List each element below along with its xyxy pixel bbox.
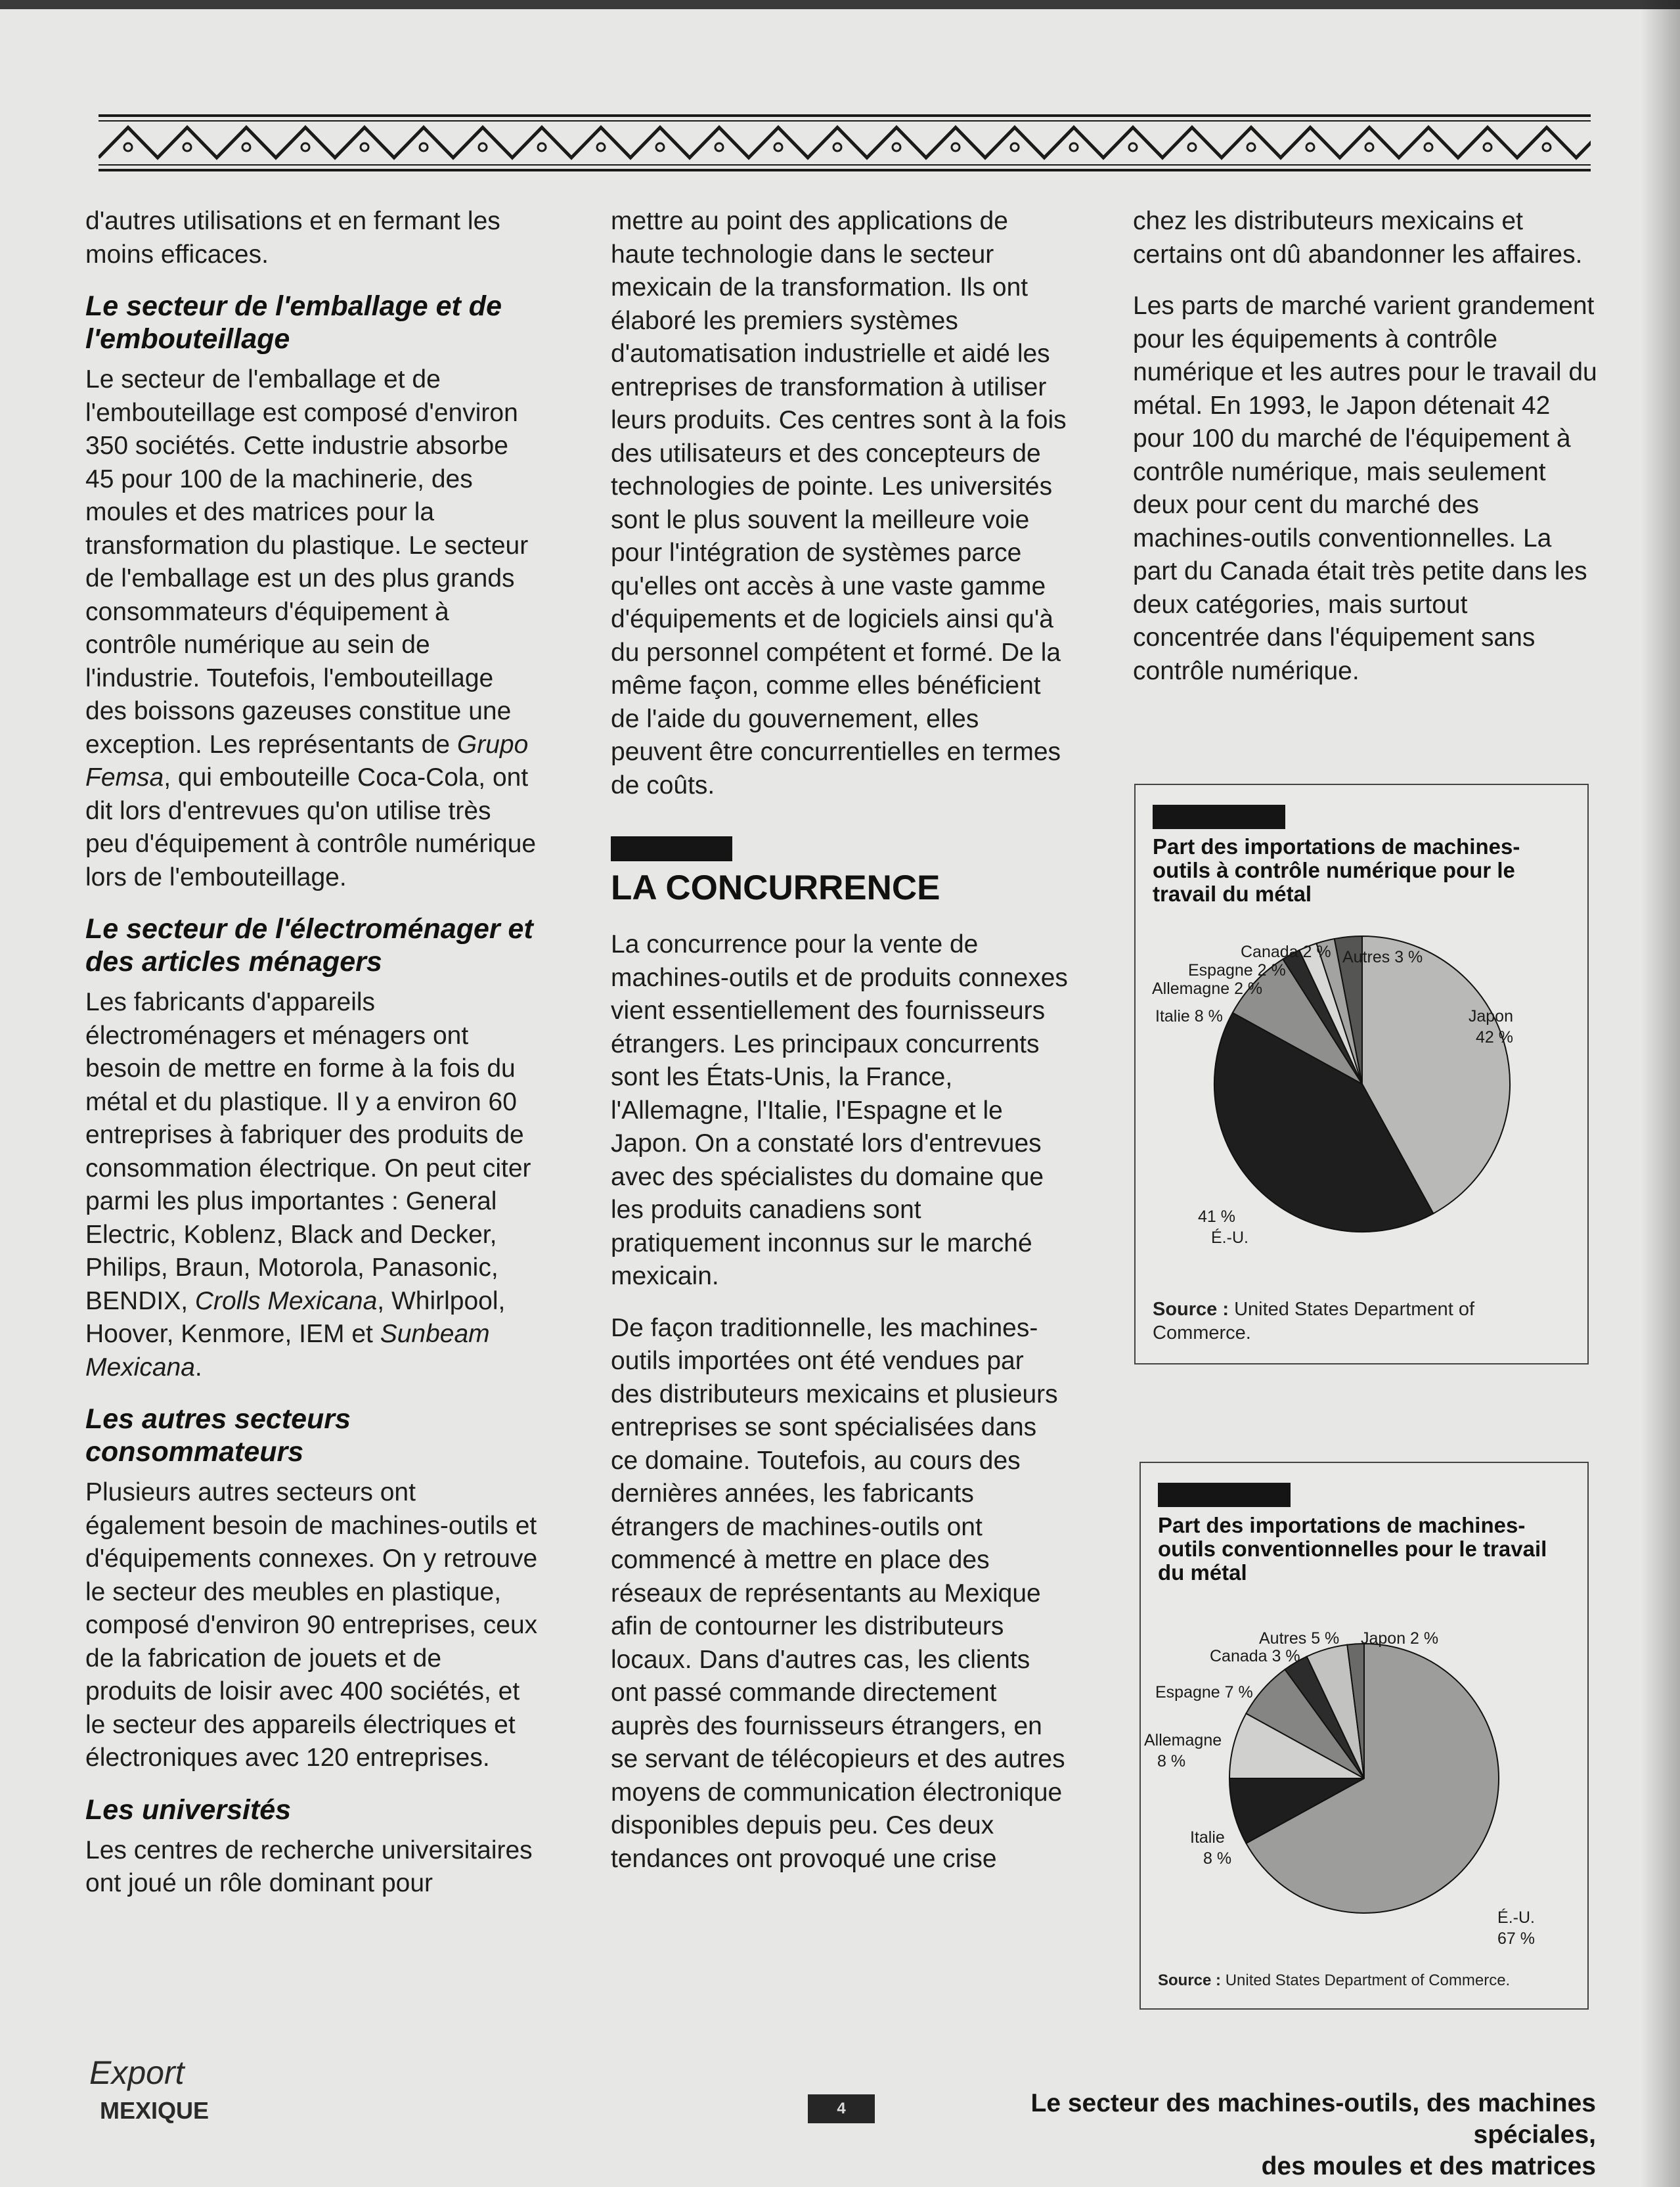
export-mexique-logo	[85, 2050, 230, 2129]
chart-title: Part des importations de machines-outils à contrôle numérique pour le travail du métal	[1153, 834, 1520, 906]
chart-cnc-imports	[1134, 784, 1589, 1364]
section-heading: Le secteur de l'emballage et de l'embouteillage	[85, 290, 502, 355]
pie-label: Italie 8 %	[1155, 1007, 1223, 1026]
zigzag-dot	[597, 143, 605, 151]
source-label: Source :	[1153, 1299, 1229, 1320]
scan-top-edge	[0, 0, 1680, 9]
pie-label: Italie 8 %	[1190, 1828, 1232, 1868]
zigzag-dot	[774, 143, 782, 151]
source-label: Source :	[1158, 1972, 1222, 1989]
paragraph: d'autres utilisations et en fermant les moins efficaces.	[85, 207, 500, 269]
zigzag-dot	[1306, 143, 1314, 151]
footer-title-line: Le secteur des machines-outils, des machines spéciales,	[1030, 2089, 1596, 2149]
pie-chart-conventional	[1141, 1463, 1587, 2008]
chart-conventional-imports	[1139, 1462, 1589, 2010]
paragraph: mettre au point des applications de haute technologie dans le secteur mexicain de la transformation. Ils ont élaboré les premiers systèmes d'automatisation industrielle et aidé les entreprises de transformation à utiliser leurs produits. Ces centres sont à la fois des utilisateurs et des concepteurs de technologies de pointe. Les universités sont le plus souvent la meilleure voie pour l'intégration de systèmes parce qu'elles ont accès à une vaste gamme d'équipements et de logiciels ainsi qu'à du personnel compétent et formé. De la même façon, comme elles bénéficient de l'aide du gouvernement, elles peuvent être concurrentielles en termes de coûts.	[611, 207, 1067, 800]
footer-title-line: des moules et des matrices	[1261, 2152, 1596, 2180]
company-name: Sunbeam Mexicana	[85, 1320, 490, 1382]
paragraph: chez les distributeurs mexicains et certains ont dû abandonner les affaires.	[1133, 207, 1583, 269]
section-heading: Les universités	[85, 1793, 292, 1826]
paragraph: La concurrence pour la vente de machines-outils et de produits connexes vient essentiellement des fournisseurs étrangers. Les principaux concurrents sont les États-Unis, la France, l'Allemagne, l'Italie, l'Espagne et le Japon. On a constaté lors d'entrevues avec des spécialistes du domaine que les produits canadiens sont pratiquement inconnus sur le marché mexicain.	[611, 930, 1068, 1290]
pie-label: É.-U. 67 %	[1497, 1908, 1535, 1948]
zigzag-dot	[1188, 143, 1196, 151]
zigzag-dot	[715, 143, 723, 151]
pie-label: Japon 42 %	[1468, 1007, 1513, 1047]
paragraph	[85, 363, 539, 894]
text-run: Les fabricants d'appareils électroménagers et ménagers ont besoin de mettre en forme à la fois du métal et du plastique. Il y a environ 60 entreprises à fabriquer des produits de consommation électrique. On peut citer parmi les plus importantes : General Electric, Koblenz, Black and Decker, Philips, Braun, Motorola, Panasonic, BENDIX,	[85, 988, 531, 1315]
zigzag-dot	[1247, 143, 1255, 151]
pie-label: Canada 2 %	[1241, 943, 1331, 961]
zigzag-pattern	[99, 127, 1591, 158]
zigzag-dot	[479, 143, 487, 151]
pie-chart-cnc	[1136, 785, 1587, 1363]
zigzag-dot	[124, 143, 132, 151]
scan-right-edge	[1641, 0, 1680, 2187]
paragraph: Plusieurs autres secteurs ont également besoin de machines-outils et d'équipements connexes. On y retrouve le secteur des meubles en plastique, composé d'environ 90 entreprises, ceux de la fabrication de jouets et de produits de loisir avec 400 sociétés, et le secteur des appareils électriques et électroniques avec 120 entreprises.	[85, 1478, 538, 1772]
section-heading: Les autres secteurs consommateurs	[85, 1403, 351, 1468]
text-run: Le secteur de l'emballage et de l'embouteillage est composé d'environ 350 sociétés. Cette industrie absorbe 45 pour 100 de la machinerie, des moules et des matrices pour la transformation du plastique. Le secteur de l'emballage est un des plus grands consommateurs d'équipement à contrôle numérique au sein de l'industrie. Toutefois, l'embouteillage des boissons gazeuses constitue une exception. Les représentants de	[85, 365, 529, 759]
chart-source	[1158, 1969, 1572, 1993]
zigzag-dot	[952, 143, 960, 151]
zigzag-dot	[893, 143, 900, 151]
paragraph: Les centres de recherche universitaires ont joué un rôle dominant pour	[85, 1836, 533, 1897]
zigzag-dot	[301, 143, 309, 151]
section-bar	[611, 836, 732, 861]
pie-label: Autres 5 %	[1259, 1629, 1340, 1648]
zigzag-dot	[1011, 143, 1019, 151]
pie-label: Espagne 7 %	[1155, 1683, 1253, 1702]
zigzag-dot	[1129, 143, 1137, 151]
section-title: LA CONCURRENCE	[611, 868, 940, 907]
pie-label: Canada 3 %	[1210, 1647, 1300, 1665]
source-text: United States Department of Commerce.	[1153, 1299, 1475, 1343]
zigzag-dot	[183, 143, 191, 151]
zigzag-line	[99, 127, 1591, 158]
zigzag-dot	[1070, 143, 1078, 151]
pie-label: Japon 2 %	[1361, 1629, 1439, 1648]
zigzag-dot	[833, 143, 841, 151]
zigzag-dot	[1484, 143, 1492, 151]
page-number: 4	[808, 2094, 875, 2123]
text-run: .	[194, 1353, 202, 1382]
pie-label: Allemagne 2 %	[1152, 980, 1263, 998]
paragraph	[85, 986, 539, 1384]
pie-label: Espagne 2 %	[1188, 961, 1286, 980]
logo-word-text: MEXIQUE	[100, 2097, 210, 2124]
column-3	[1133, 205, 1599, 706]
source-text: United States Department of Commerce.	[1225, 1972, 1511, 1989]
column-2	[611, 205, 1071, 1894]
running-footer-title	[906, 2088, 1596, 2182]
column-1	[85, 205, 539, 1919]
pie-label: 41 % É.-U.	[1198, 1207, 1249, 1247]
text-run: , Whirlpool, Hoover, Kenmore, IEM et	[85, 1286, 506, 1348]
pie-label: Autres 3 %	[1342, 948, 1423, 966]
zigzag-dot	[242, 143, 250, 151]
pie-label: Allemagne 8 %	[1144, 1731, 1222, 1770]
decorative-border	[99, 112, 1591, 174]
zigzag-dot	[361, 143, 368, 151]
paragraph: De façon traditionnelle, les machines-outils importées ont été vendues par des distributeurs mexicains et plusieurs entreprises se sont spécialisées dans ce domaine. Toutefois, au cours des dernières années, les fabricants étrangers de machines-outils ont commencé à mettre en place des réseaux de représentants au Mexique afin de contourner les distributeurs locaux. Dans d'autres cas, les clients ont passé commande directement auprès des fournisseurs étrangers, en se servant de télécopieurs et des autres moyens de communication électronique disponibles depuis peu. Ces deux tendances ont provoqué une crise	[611, 1313, 1065, 1873]
company-name: Grupo Femsa	[85, 730, 529, 792]
zigzag-dot	[1543, 143, 1551, 151]
section-heading: Le secteur de l'électroménager et des articles ménagers	[85, 913, 533, 978]
company-name: Crolls Mexicana	[194, 1286, 378, 1315]
zigzag-dot	[1365, 143, 1373, 151]
zigzag-dot	[1425, 143, 1432, 151]
zigzag-dot	[656, 143, 664, 151]
paragraph: Les parts de marché varient grandement pour les équipements à contrôle numérique et les autres pour le travail du métal. En 1993, le Japon détenait 42 pour 100 du marché de l'équipement à contrôle numérique, mais seulement deux pour cent du marché des machines-outils conventionnelles. La part du Canada était très petite dans les deux catégories, mais surtout concentrée dans l'équipement sans contrôle numérique.	[1133, 292, 1597, 685]
chart-source	[1153, 1297, 1566, 1345]
zigzag-dot	[538, 143, 546, 151]
zigzag-dot	[420, 143, 428, 151]
chart-title: Part des importations de machines-outils conventionnelles pour le travail du métal	[1158, 1513, 1547, 1585]
text-run: , qui embouteille Coca-Cola, ont dit lors d'entrevues qu'on utilise très peu d'équipement à contrôle numérique lors de l'embouteillage.	[85, 763, 537, 891]
logo-script-text: Export	[89, 2054, 185, 2091]
